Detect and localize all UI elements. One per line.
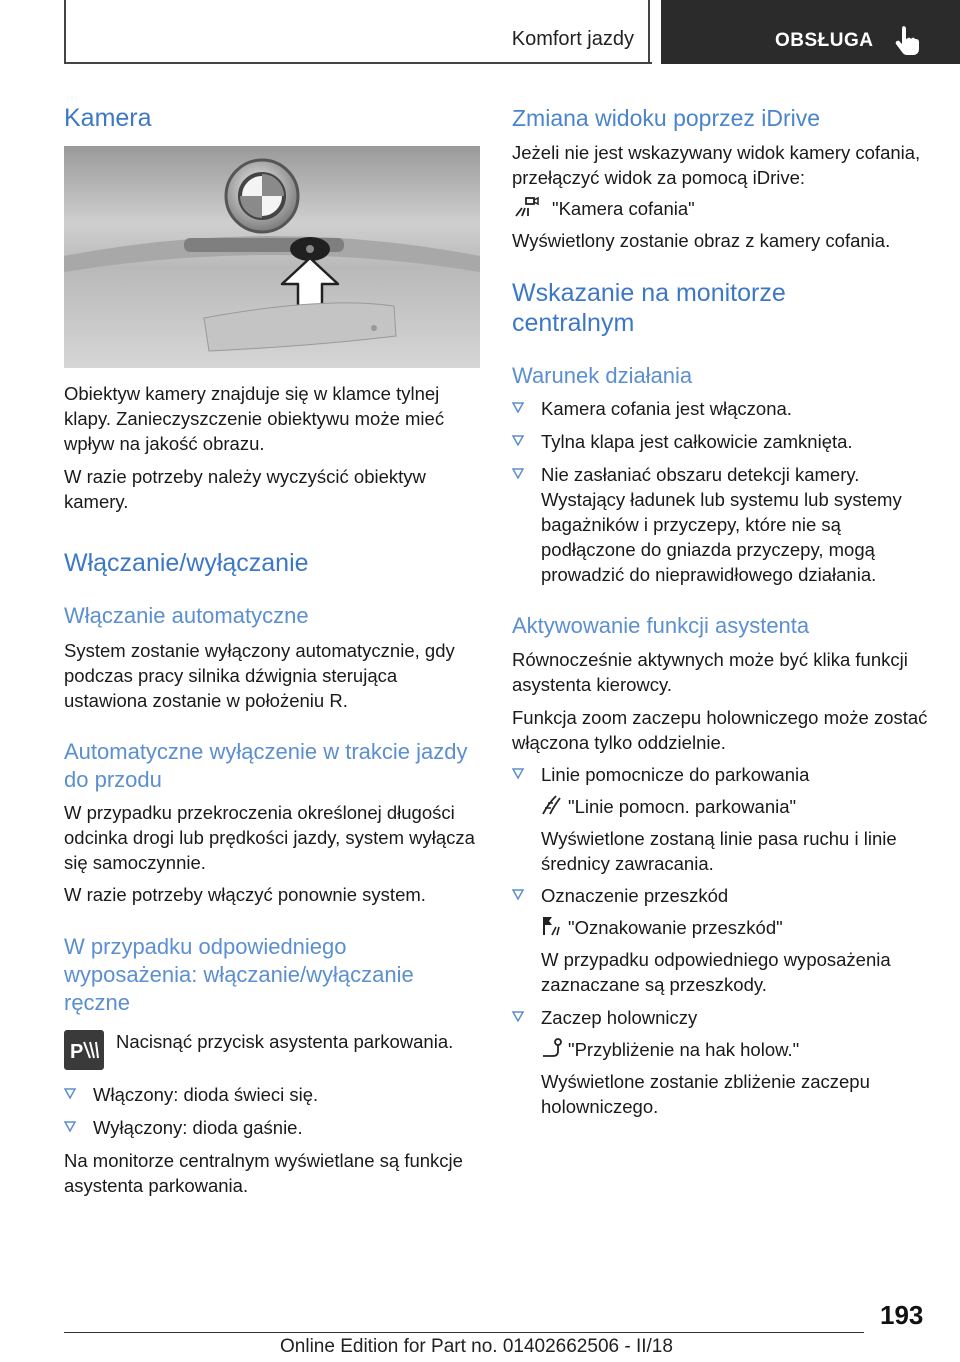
idrive-menu-item: "Kamera cofania"	[552, 198, 695, 219]
function-2-desc: W przypadku odpowiedniego wyposażenia zaznaczane są przeszkody.	[541, 949, 891, 995]
auto-off-paragraph-1: W przypadku przekroczenia określonej długości odcinka drogi lub prędkości jazdy, system wyłącza się samoczynnie.	[64, 802, 475, 873]
function-3-desc: Wyświetlone zostanie zbliżenie zaczepu holowniczego.	[541, 1071, 870, 1117]
rear-camera-icon	[512, 196, 540, 220]
camera-paragraph-2: W razie potrzeby należy wyczyścić obiektyw kamery.	[64, 466, 426, 512]
auto-off-paragraph-2: W razie potrzeby włączyć ponownie system.	[64, 884, 426, 905]
monitor-title: Wskazanie na monitorze centralnym	[512, 279, 786, 337]
triangle-bullet-icon	[64, 1088, 76, 1099]
activate-paragraph-1: Równocześnie aktywnych może być klika funkcji asystenta kierowcy.	[512, 649, 908, 695]
auto-on-title: Włączanie automatyczne	[64, 603, 309, 628]
activate-title: Aktywowanie funkcji asystenta	[512, 613, 810, 638]
function-3-menu: "Przybliżenie na hak holow."	[568, 1039, 800, 1060]
header-section-title: Komfort jazdy	[511, 28, 634, 50]
idrive-paragraph-2: Wyświetlony zostanie obraz z kamery cofania.	[512, 230, 891, 251]
header-rule-left	[64, 0, 66, 64]
header-rule-right	[648, 0, 650, 64]
triangle-bullet-icon	[64, 1121, 76, 1132]
function-2-menu: "Oznakowanie przeszkód"	[568, 917, 783, 938]
triangle-bullet-icon	[512, 468, 524, 479]
triangle-bullet-icon	[512, 435, 524, 446]
camera-title: Kamera	[64, 104, 152, 132]
idrive-title: Zmiana widoku poprzez iDrive	[512, 105, 821, 131]
svg-text:P: P	[70, 1041, 84, 1063]
manual-paragraph: Nacisnąć przycisk asystenta parkowania.	[116, 1031, 454, 1052]
function-1-menu: "Linie pomocn. parkowania"	[568, 796, 797, 817]
activate-paragraph-2: Funkcja zoom zaczepu holowniczego może zostać włączona tylko oddzielnie.	[512, 707, 928, 753]
page-number: 193	[880, 1300, 924, 1330]
triangle-bullet-icon	[512, 768, 524, 779]
camera-photo	[64, 146, 480, 368]
tow-hitch-zoom-icon	[540, 1037, 564, 1059]
header-chapter-tab	[661, 0, 960, 64]
triangle-bullet-icon	[512, 402, 524, 413]
auto-on-paragraph: System zostanie wyłączony automatycznie, gdy podczas pracy silnika dźwignia sterująca ustawiona zostanie w położeniu R.	[64, 640, 455, 711]
triangle-bullet-icon	[512, 1011, 524, 1022]
condition-title: Warunek działania	[512, 363, 693, 388]
park-assist-button-icon	[64, 1030, 104, 1070]
footer-rule	[64, 1332, 864, 1333]
idrive-paragraph: Jeżeli nie jest wskazywany widok kamery cofania, przełączyć widok za pomocą iDrive:	[512, 142, 921, 188]
footer-edition: Online Edition for Part no. 01402662506 - II/18	[280, 1336, 673, 1357]
camera-paragraph-1: Obiektyw kamery znajduje się w klamce tylnej klapy. Zanieczyszczenie obiektywu może mieć wpływ na jakość obrazu.	[64, 383, 445, 454]
manual-title: W przypadku odpowiedniego wyposażenia: włączanie/wyłączanie ręczne	[64, 934, 414, 1015]
pointing-hand-icon	[893, 24, 921, 56]
obstacle-marking-icon	[540, 915, 564, 937]
parking-lines-icon	[540, 794, 564, 816]
onoff-title: Włączanie/wyłączanie	[64, 549, 309, 577]
header-rule-bottom	[64, 62, 652, 64]
header-chapter-label: OBSŁUGA	[775, 30, 874, 51]
triangle-bullet-icon	[512, 889, 524, 900]
final-paragraph: Na monitorze centralnym wyświetlane są funkcje asystenta parkowania.	[64, 1150, 463, 1196]
auto-off-title: Automatyczne wyłączenie w trakcie jazdy do przodu	[64, 739, 468, 792]
function-1-desc: Wyświetlone zostaną linie pasa ruchu i linie średnicy zawracania.	[541, 828, 897, 874]
